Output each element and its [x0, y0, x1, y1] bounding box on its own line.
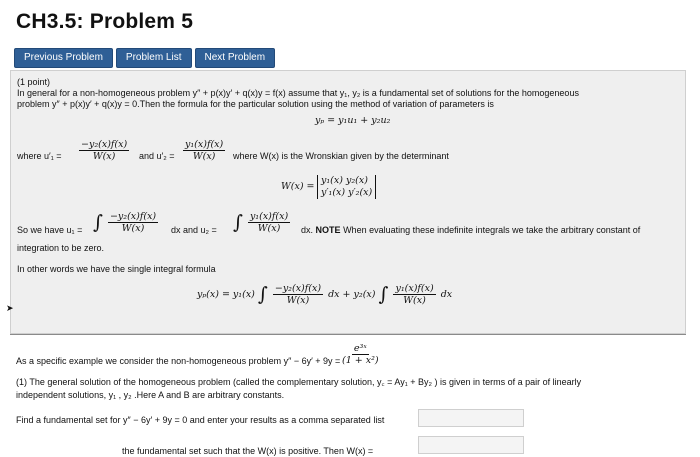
example-rhs-fraction [338, 343, 383, 366]
example-rhs-numerator: e³ˣ [353, 343, 367, 354]
u2-integral [233, 211, 292, 234]
points-label: (1 point) [17, 77, 51, 87]
note-line [301, 225, 640, 236]
u1p-fraction [77, 139, 131, 162]
single-numerator-2: y₁(x)f(x) [395, 283, 434, 294]
page-title: CH3.5: Problem 5 [16, 10, 194, 33]
problem-panel [10, 70, 686, 334]
find-text: Find a fundamental set for y″ − 6y′ + 9y = 0 and enter your results as a comma separated list [16, 415, 385, 425]
single-denominator-2: W(x) [403, 295, 426, 306]
u2p-numerator: y₁(x)f(x) [185, 139, 224, 150]
other-words-text: In other words we have the single integral formula [17, 264, 216, 274]
cutoff-text: the fundamental set such that the W(x) is positive. Then W(x) = [122, 446, 374, 456]
single-integral-formula [197, 283, 452, 306]
dx-and-u2-label: dx and u₂ = [171, 225, 217, 235]
part1-line-2: independent solutions, y₁ , y₂ .Here A and B are arbitrary constants. [16, 390, 285, 400]
det-row-1: y₁(x) y₂(x) [321, 175, 368, 186]
integral-sign: ∫ [233, 211, 243, 234]
det-row-2: y′₁(x) y′₂(x) [321, 187, 373, 198]
and-u2p-label: and u′₂ = [139, 151, 175, 161]
previous-problem-button[interactable]: Previous Problem [14, 48, 113, 68]
integral-sign: ∫ [93, 211, 103, 234]
so-we-have-label: So we have u₁ = [17, 225, 83, 235]
integral-sign: ∫ [378, 283, 389, 306]
intro-line-1: In general for a non-homogeneous problem y″ + p(x)y′ + q(x)y = f(x) assume that y₁, y₂ is a fundamental set of solutions for the homogeneous [17, 88, 579, 98]
note-text: When evaluating these indefinite integrals we take the arbitrary constant of [343, 225, 641, 235]
problem-nav [14, 48, 275, 68]
single-denominator-1: W(x) [286, 295, 310, 306]
single-numerator-1: −y₂(x)f(x) [274, 283, 322, 294]
w-label: W(x) = [281, 181, 315, 192]
section-divider [10, 334, 686, 335]
dx-dot: dx. [301, 225, 314, 235]
fundamental-set-input[interactable] [418, 409, 524, 427]
where-u1p-label: where u′₁ = [17, 151, 62, 161]
wronskian-input[interactable] [418, 436, 524, 454]
u2p-fraction [181, 139, 227, 162]
u2p-denominator: W(x) [192, 151, 216, 162]
u1p-denominator: W(x) [92, 151, 116, 162]
note-text-2: integration to be zero. [17, 243, 105, 253]
integral-sign: ∫ [257, 283, 268, 306]
u2-numerator: y₁(x)f(x) [249, 211, 289, 222]
yp-formula: yₚ = y₁u₁ + y₂u₂ [315, 115, 391, 126]
single-mid: dx + y₂(x) [328, 289, 376, 300]
next-problem-button[interactable]: Next Problem [195, 48, 276, 68]
intro-line-2: problem y″ + p(x)y′ + q(x)y = 0.Then the formula for the particular solution using the method of variation of parameters is [17, 99, 494, 109]
example-rhs-denominator: (1 + x²) [342, 355, 379, 366]
example-text: As a specific example we consider the non-homogeneous problem y″ − 6y′ + 9y = [16, 356, 341, 366]
u1p-numerator: −y₂(x)f(x) [81, 139, 128, 150]
u1-denominator: W(x) [121, 223, 145, 234]
u1-numerator: −y₂(x)f(x) [109, 211, 157, 222]
u2-denominator: W(x) [257, 223, 281, 234]
problem-list-button[interactable]: Problem List [116, 48, 192, 68]
cursor-icon: ➤ [6, 303, 14, 313]
part1-line-1: (1) The general solution of the homogeneous problem (called the complementary solution, y꜀ = Ay₁ + By₂ ) is given in terms of a pair of linearly [16, 377, 582, 387]
u1-integral [93, 211, 160, 234]
single-dx: dx [440, 289, 453, 300]
wronskian-description: where W(x) is the Wronskian given by the determinant [233, 151, 449, 161]
note-label: NOTE [315, 225, 341, 235]
single-lhs: yₚ(x) = y₁(x) [197, 289, 255, 300]
wronskian-determinant [317, 175, 376, 199]
